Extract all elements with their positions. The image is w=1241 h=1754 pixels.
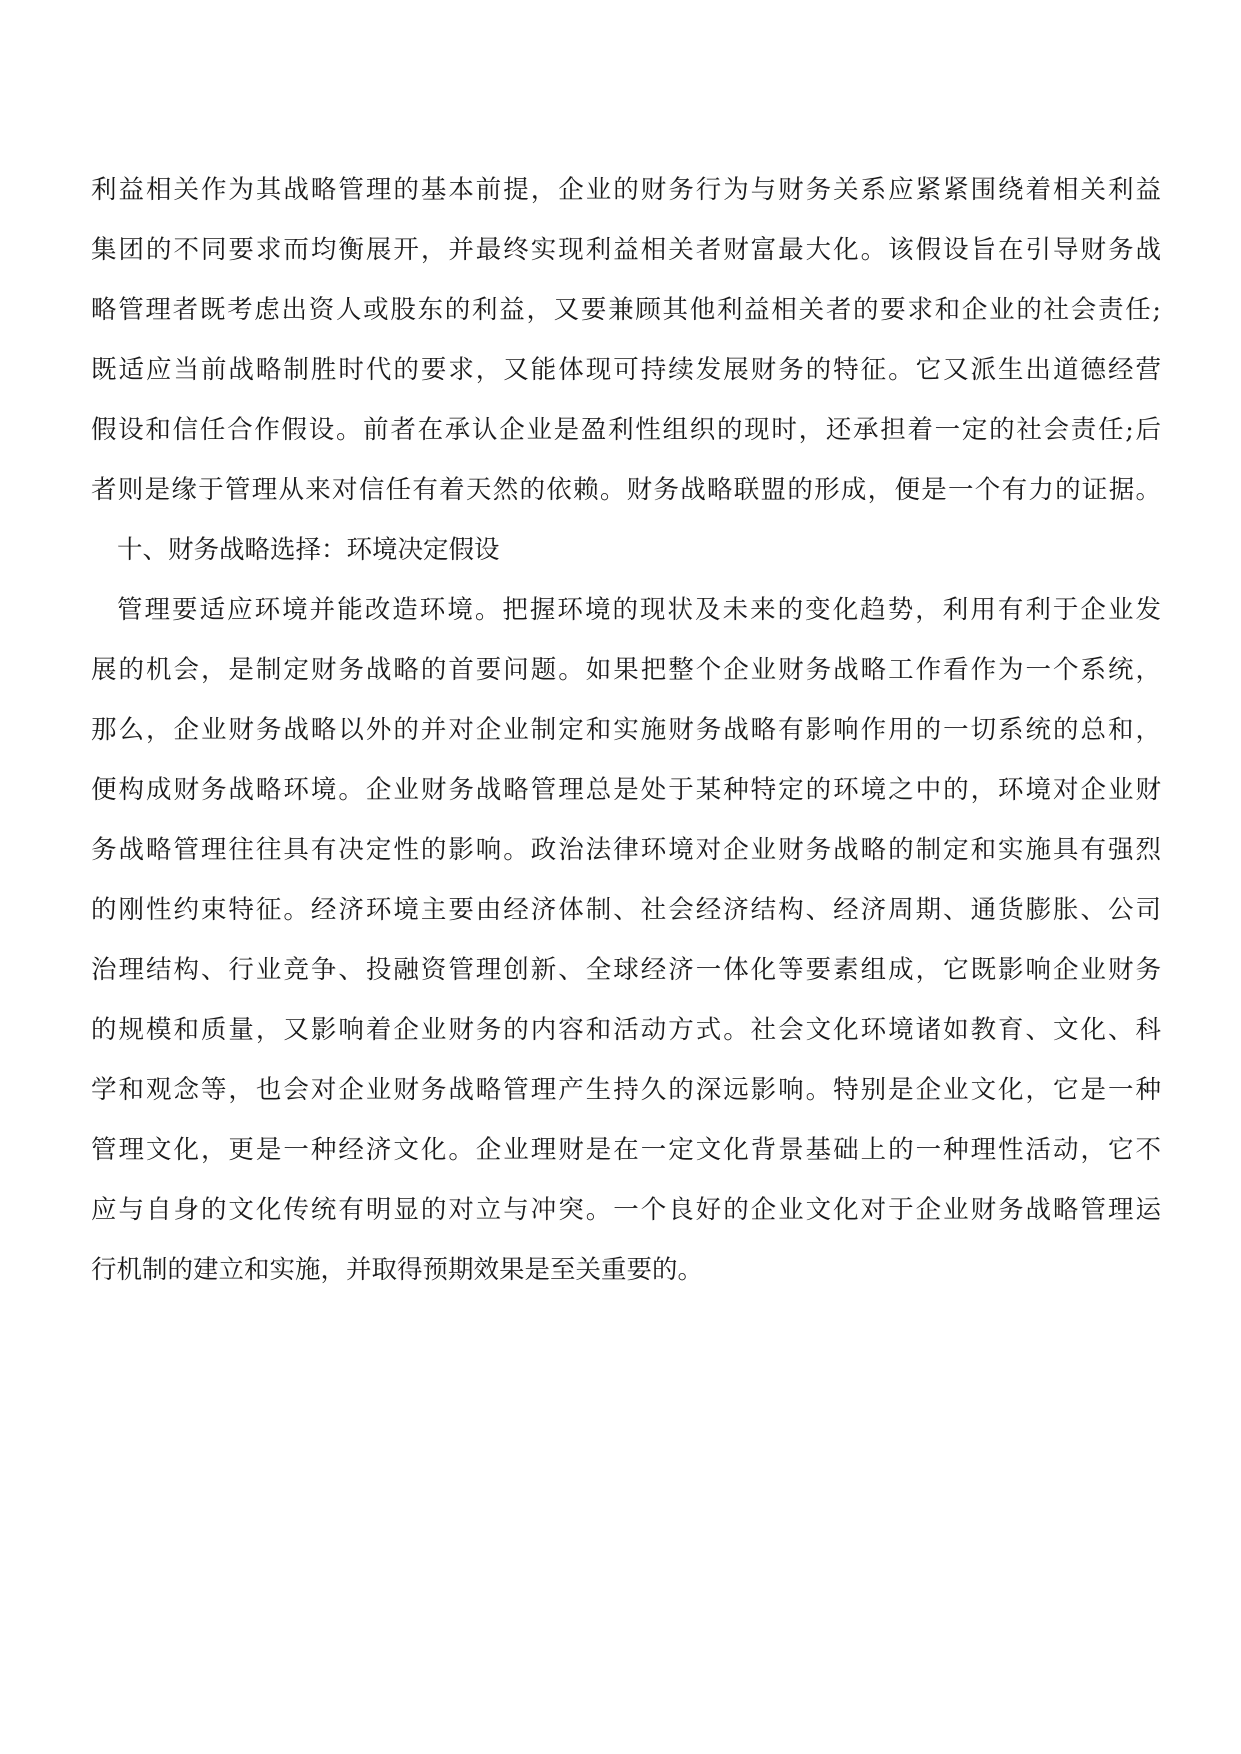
paragraph-line: 那么，企业财务战略以外的并对企业制定和实施财务战略有影响作用的一切系统的总和，: [91, 715, 1161, 745]
paragraph-line: 便构成财务战略环境。企业财务战略管理总是处于某种特定的环境之中的，环境对企业财: [91, 775, 1161, 805]
paragraph-line: 的规模和质量，又影响着企业财务的内容和活动方式。社会文化环境诸如教育、文化、科: [91, 1015, 1161, 1045]
paragraph-1: [91, 160, 1161, 520]
paragraph-line: 治理结构、行业竞争、投融资管理创新、全球经济一体化等要素组成，它既影响企业财务: [91, 955, 1161, 985]
section-heading: 十、财务战略选择：环境决定假设: [117, 535, 500, 565]
paragraph-line: 假设和信任合作假设。前者在承认企业是盈利性组织的现时，还承担着一定的社会责任;后: [91, 415, 1161, 445]
paragraph-line: 略管理者既考虑出资人或股东的利益，又要兼顾其他利益相关者的要求和企业的社会责任;: [91, 295, 1161, 325]
paragraph-line: 务战略管理往往具有决定性的影响。政治法律环境对企业财务战略的制定和实施具有强烈: [91, 835, 1161, 865]
paragraph-2: [91, 580, 1161, 1300]
paragraph-line: 应与自身的文化传统有明显的对立与冲突。一个良好的企业文化对于企业财务战略管理运: [91, 1195, 1161, 1225]
paragraph-line: 的刚性约束特征。经济环境主要由经济体制、社会经济结构、经济周期、通货膨胀、公司: [91, 895, 1161, 925]
paragraph-line: 学和观念等，也会对企业财务战略管理产生持久的深远影响。特别是企业文化，它是一种: [91, 1075, 1161, 1105]
paragraph-line: 者则是缘于管理从来对信任有着天然的依赖。财务战略联盟的形成，便是一个有力的证据。: [91, 475, 1161, 505]
paragraph-line: 利益相关作为其战略管理的基本前提，企业的财务行为与财务关系应紧紧围绕着相关利益: [91, 175, 1161, 205]
paragraph-line: 行机制的建立和实施，并取得预期效果是至关重要的。: [91, 1255, 704, 1285]
document-body: [91, 160, 1161, 1300]
paragraph-line: 既适应当前战略制胜时代的要求，又能体现可持续发展财务的特征。它又派生出道德经营: [91, 355, 1161, 385]
paragraph-line: 管理要适应环境并能改造环境。把握环境的现状及未来的变化趋势，利用有利于企业发: [117, 595, 1161, 625]
paragraph-line: 集团的不同要求而均衡展开，并最终实现利益相关者财富最大化。该假设旨在引导财务战: [91, 235, 1161, 265]
paragraph-line: 管理文化，更是一种经济文化。企业理财是在一定文化背景基础上的一种理性活动，它不: [91, 1135, 1161, 1165]
paragraph-line: 展的机会，是制定财务战略的首要问题。如果把整个企业财务战略工作看作为一个系统，: [91, 655, 1161, 685]
